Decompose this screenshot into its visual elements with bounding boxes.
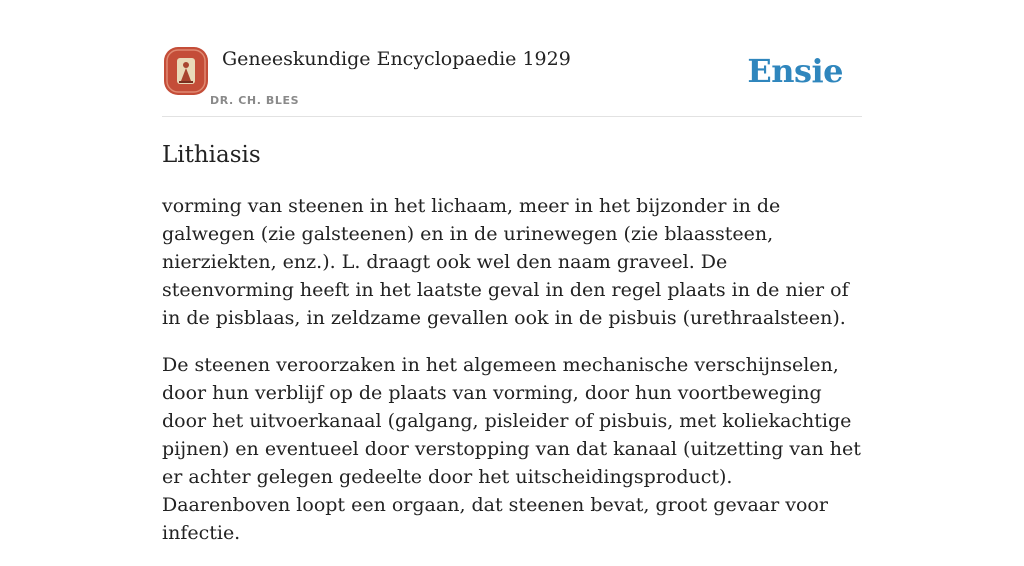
entry-paragraph-2: De steenen veroorzaken in het algemeen mechanische verschijnselen, door hun verblijf op de plaats van vorming, door hun voortbeweging door het uitvoerkanaal (galgang, pisleider of pisbuis, met koliekachtige pijnen) en eventueel door verstopping van dat kanaal (uitzetting van het er achter gelegen gedeelte door het uitscheidingsproduct). Daarenboven loopt een orgaan, dat steenen bevat, groot gevaar voor infectie.: [162, 354, 861, 544]
entry-body: [162, 192, 862, 566]
ensie-logo-link[interactable]: Ensie: [747, 52, 843, 90]
entry-title: Lithiasis: [162, 142, 261, 168]
book-title[interactable]: Geneeskundige Encyclopaedie 1929: [222, 48, 571, 70]
book-cover-icon[interactable]: [164, 47, 208, 95]
entry-paragraph-1: vorming van steenen in het lichaam, meer in het bijzonder in de galwegen (zie galsteenen) en in de urinewegen (zie blaassteen, nierziekten, enz.). L. draagt ook wel den naam graveel. De steenvorming heeft in het laatste geval in den regel plaats in de nier of in de pisblaas, in zeldzame gevallen ook in de pisbuis (urethraalsteen).: [162, 195, 849, 329]
header: [162, 44, 862, 117]
author-name[interactable]: DR. CH. BLES: [210, 94, 300, 107]
